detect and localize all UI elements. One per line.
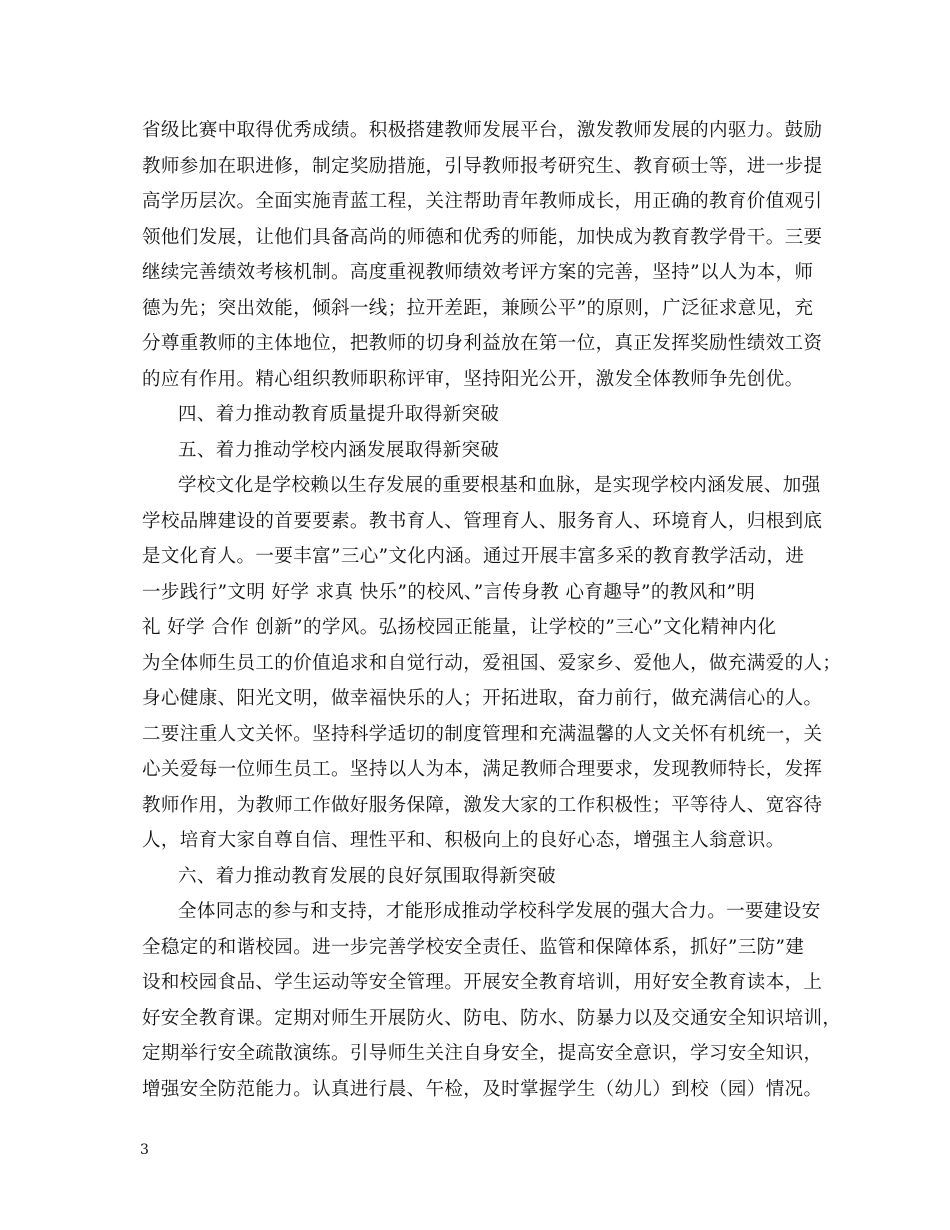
text-line: 是文化育人。一要丰富”三心”文化内涵。通过开展丰富多采的教育教学活动，进 xyxy=(142,546,805,567)
text-line: 设和校园食品、学生运动等安全管理。开展安全教育培训，用好安全教育读本，上 xyxy=(142,972,823,993)
text-line: 二要注重人文关怀。坚持科学适切的制度管理和充满温馨的人文关怀有机统一，关 xyxy=(142,723,823,745)
text-line: 心关爱每一位师生员工。坚持以人为本，满足教师合理要求，发现教师特长，发挥 xyxy=(142,759,823,780)
text-line: 德为先；突出效能，倾斜一线；拉开差距，兼顾公平”的原则，广泛征求意见，充 xyxy=(142,297,814,319)
paragraph-start-line: 六、着力推动教育发展的良好氛围取得新突破 xyxy=(178,865,557,887)
text-line: 为全体师生员工的价值追求和自觉行动，爱祖国、爱家乡、爱他人，做充满爱的人； xyxy=(142,652,842,674)
paragraph-start-line: 五、着力推动学校内涵发展取得新突破 xyxy=(178,439,500,461)
text-line: 身心健康、阳光文明，做幸福快乐的人；开拓进取，奋力前行，做充满信心的人。 xyxy=(142,688,823,709)
text-line: 分尊重教师的主体地位，把教师的切身利益放在第一位，真正发挥奖励性绩效工资 xyxy=(142,333,823,354)
body-text xyxy=(142,113,842,1107)
paragraph-start-line: 四、着力推动教育质量提升取得新突破 xyxy=(178,404,500,425)
page-number: 3 xyxy=(140,1142,149,1158)
text-line: 礼 好学 合作 创新”的学风。弘扬校园正能量，让学校的”三心”文化精神内化 xyxy=(142,617,777,638)
text-line: 教师参加在职进修，制定奖励措施，引导教师报考研究生、教育硕士等，进一步提 xyxy=(142,155,823,177)
text-line: 人，培育大家自尊自信、理性平和、积极向上的良好心态，增强主人翁意识。 xyxy=(142,830,785,851)
text-line: 增强安全防范能力。认真进行晨、午检，及时掌握学生（幼儿）到校（园）情况。 xyxy=(142,1078,823,1100)
paragraph-start-line: 学校文化是学校赖以生存发展的重要根基和血脉，是实现学校内涵发展、加强 xyxy=(178,475,821,496)
text-line: 好安全教育课。定期对师生开展防火、防电、防水、防暴力以及交通安全知识培训， xyxy=(142,1007,842,1029)
text-line: 领他们发展，让他们具备高尚的师德和优秀的师能，加快成为教育教学骨干。三要 xyxy=(142,226,823,248)
text-line: 定期举行安全疏散演练。引导师生关注自身安全，提高安全意识，学习安全知识， xyxy=(142,1043,823,1064)
text-line: 的应有作用。精心组织教师职称评审，坚持阳光公开，激发全体教师争先创优。 xyxy=(142,368,804,390)
text-line: 学校品牌建设的首要要素。教书育人、管理育人、服务育人、环境育人，归根到底 xyxy=(142,510,823,532)
text-line: 省级比赛中取得优秀成绩。积极搭建教师发展平台，激发教师发展的内驱力。鼓励 xyxy=(142,120,823,141)
text-line: 继续完善绩效考核机制。高度重视教师绩效考评方案的完善，坚持”以人为本，师 xyxy=(142,262,814,283)
paragraph-start-line: 全体同志的参与和支持，才能形成推动学校科学发展的强大合力。一要建设安 xyxy=(178,901,821,922)
text-line: 教师作用，为教师工作做好服务保障，激发大家的工作积极性；平等待人、宽容待 xyxy=(142,794,823,816)
text-line: 高学历层次。全面实施青蓝工程，关注帮助青年教师成长，用正确的教育价值观引 xyxy=(142,191,823,212)
text-line: 全稳定的和谐校园。进一步完善学校安全责任、监管和保障体系，抓好”三防”建 xyxy=(142,936,805,958)
text-line: 一步践行”文明 好学 求真 快乐”的校风、”言传身教 心育趣导”的教风和”明 xyxy=(142,581,756,603)
